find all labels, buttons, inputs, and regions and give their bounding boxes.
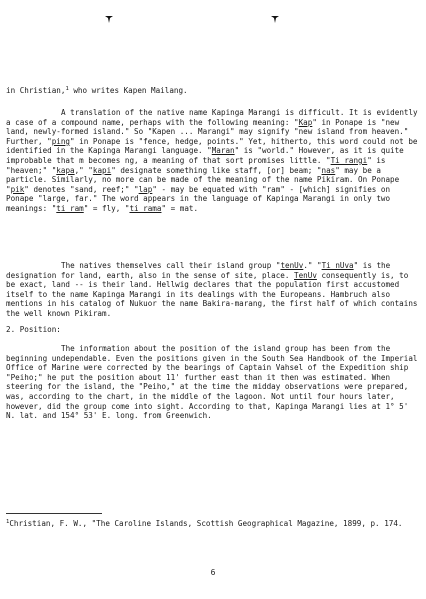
page-number: 6 bbox=[210, 568, 216, 577]
footnote-divider bbox=[6, 513, 102, 514]
paragraph-position: The information about the position of the island group has been from the beginning undependable. Even the positions given in the South Sea Handbook of the Imperial Office of Marine were corrected by the bearings of Captain Vahsel of the Expedition ship "Peiho;" he put the position about 11' further east than it then was estimated. When steering for the island, the "Peiho," at the time the midday observations were prepared, was, according to the chart, in the middle of the lagoon. Not until four hours later, however, did the group come into sight. According to that, Kapinga Marangi lies at 1° 5' N. lat. and 154° 53' E. long. from Greenwich. bbox=[6, 344, 418, 421]
paragraph-native-name: The natives themselves call their island group "tenUv." "Ti nUva" is the designation for land, earth, also in the sense of site, place. TenUv consequently is, to be exact, land -- is their land. Hellwig declares that the population first accustomed itself to the name Kapinga Marangi in its dealings with the Europeans. Hambruch also mentions in his catalog of Nukuor the name Bakira-marang, the first half of which contains the well known Pikiram. bbox=[6, 261, 418, 318]
hole-punch-mark-icon bbox=[270, 14, 280, 24]
section-heading: 2. Position: bbox=[6, 325, 61, 334]
paragraph-translation: A translation of the native name Kapinga Marangi is difficult. It is evidently a case of a compound name, perhaps with the following meaning: "Kap" in Ponape is "new land, newly-formed island." So "Kapen ... Marangi" may signify "new island from heaven." Further, "ping" in Ponape is "fence, hedge, points." Yet, hitherto, this word could not be identified in the Kapinga Marangi language. "Maran" is "world." However, as it is quite improbable that m becomes ng, a meaning of that sort promises little. "Ti rangi" is "heaven;" "kapa," "kapi" designate something like staff, [or] beam; "nas" may be a particle. Similarly, no more can be made of the meaning of the name Pikiram. On Ponape "pik" denotes "sand, reef;" "lap" - may be equated with "ram" - [which] signifies on Ponape "large, far." The word appears in the language of Kapinga Marangi in only two meanings: "ti ram" = fly, "ti rama" = mat. bbox=[6, 108, 418, 213]
footnote: $^1$Christian, F. W., "The Caroline Islands, Scottish Geographical Magazine, 1899, p. 174. bbox=[6, 519, 403, 528]
intro-line: in Christian,$^1$ who writes Kapen Mailang. bbox=[6, 86, 188, 95]
footnote-ref: 1 bbox=[65, 86, 69, 92]
hole-punch-mark-icon bbox=[104, 14, 114, 24]
